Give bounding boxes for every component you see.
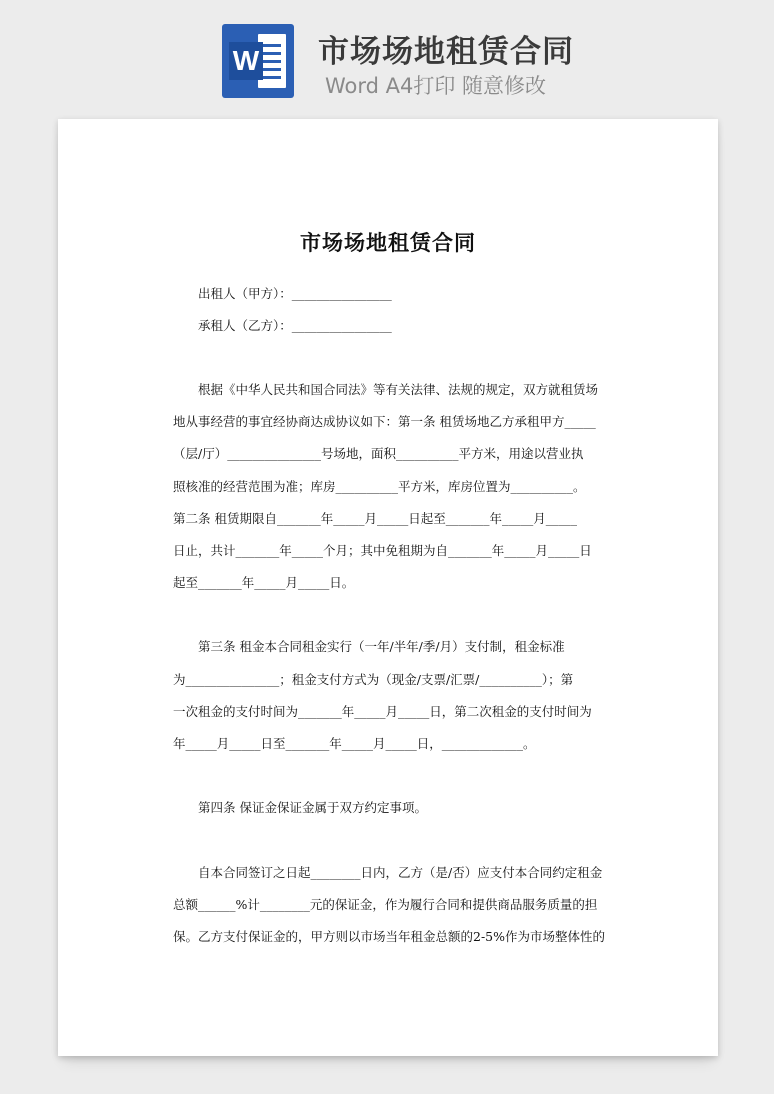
paragraph-line: 一次租金的支付时间为_______年_____月_____日，第二次租金的支付时间为 xyxy=(173,704,592,719)
paragraph-line: （层/厅）_______________号场地，面积__________平方米，用途以营业执 xyxy=(173,446,584,461)
word-letter-icon: W xyxy=(229,42,263,80)
paragraph-line: 为_______________；租金支付方式为（现金/支票/汇票/__________）；第 xyxy=(173,672,574,687)
article-3-line: 第三条 租金本合同租金实行（一年/半年/季/月）支付制，租金标准 xyxy=(198,639,565,654)
word-app-icon xyxy=(222,24,294,98)
paragraph-line: 保。乙方支付保证金的，甲方则以市场当年租金总额的2-5%作为市场整体性的 xyxy=(173,929,606,944)
banner-title: 市场场地租赁合同 xyxy=(318,34,574,70)
paragraph-line: 总额______%计________元的保证金，作为履行合同和提供商品服务质量的担 xyxy=(173,897,598,912)
paragraph-line: 年_____月_____日至_______年_____月_____日，_____________。 xyxy=(173,736,536,751)
lessee-line: 承租人（乙方）：________________ xyxy=(198,318,392,333)
document-title: 市场场地租赁合同 xyxy=(300,231,476,255)
paragraph-line: 地从事经营的事宜经协商达成协议如下：第一条 租赁场地乙方承租甲方_____ xyxy=(173,414,596,429)
paragraph-line: 日止，共计_______年_____个月；其中免租期为自_______年_____月_____日 xyxy=(173,543,592,558)
paragraph-line: 照核准的经营范围为准；库房__________平方米，库房位置为__________。 xyxy=(173,479,586,494)
banner-subtitle: Word A4打印 随意修改 xyxy=(325,74,547,98)
paragraph-line: 自本合同签订之日起________日内，乙方（是/否）应支付本合同约定租金 xyxy=(198,865,603,880)
article-2-line: 第二条 租赁期限自_______年_____月_____日起至_______年_____月_____ xyxy=(173,511,577,526)
header-banner xyxy=(0,0,774,110)
paragraph-line: 起至_______年_____月_____日。 xyxy=(173,575,355,590)
paragraph-line: 根据《中华人民共和国合同法》等有关法律、法规的规定，双方就租赁场 xyxy=(198,382,599,397)
lessor-line: 出租人（甲方）：________________ xyxy=(198,286,392,301)
document-page xyxy=(58,119,718,1056)
article-4-line: 第四条 保证金保证金属于双方约定事项。 xyxy=(198,800,427,815)
